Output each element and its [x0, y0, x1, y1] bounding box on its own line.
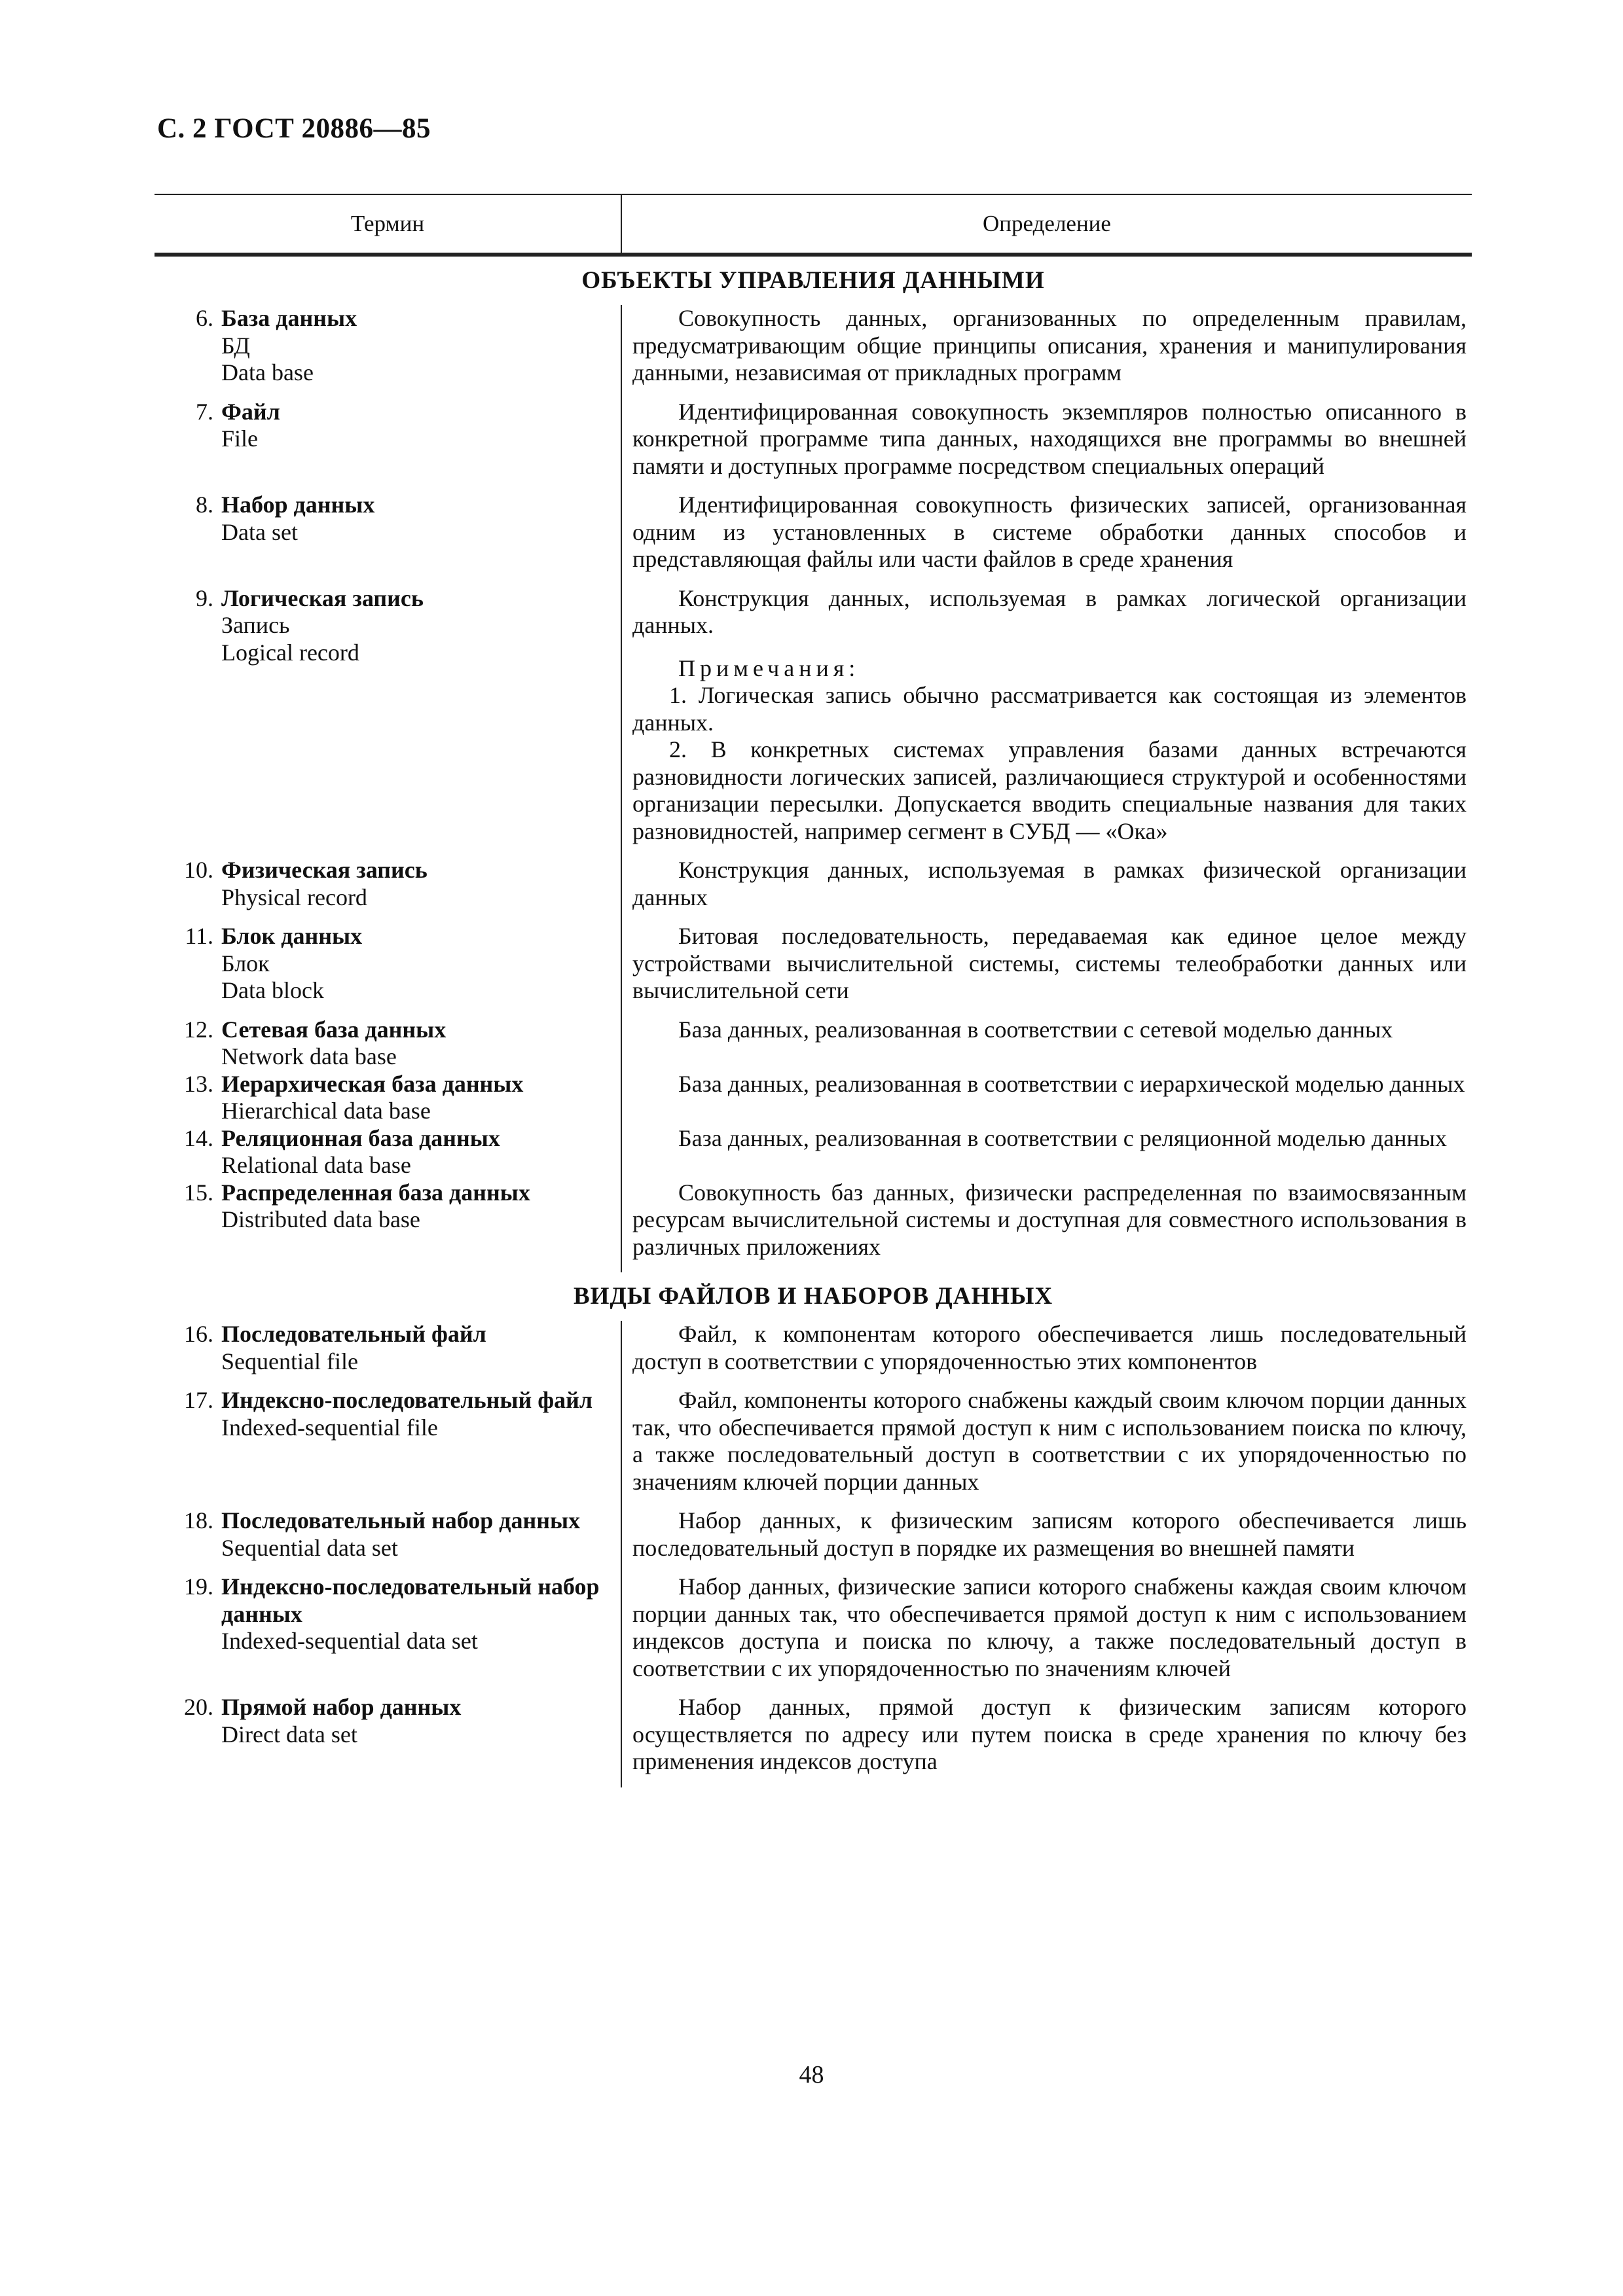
definition-cell — [621, 399, 1472, 492]
definition-cell — [621, 923, 1472, 1016]
term-synonym: Блок — [221, 950, 270, 977]
term-cell — [155, 1071, 621, 1125]
term-name: Распределенная база данных — [221, 1179, 530, 1206]
table-row — [155, 399, 1472, 492]
term-name: Индексно-последовательный набор данных — [221, 1573, 600, 1627]
table-row — [155, 857, 1472, 923]
term-synonym: Запись — [221, 612, 290, 638]
definition-cell — [621, 1321, 1472, 1387]
term-number: 20. — [184, 1694, 213, 1720]
term-cell — [155, 1507, 621, 1573]
table-row — [155, 585, 1472, 857]
column-header-term: Термин — [155, 195, 622, 253]
definition-text: База данных, реализованная в соответствии с реляционной моделью данных — [678, 1124, 1447, 1151]
definition-cell — [621, 492, 1472, 585]
definition-text: Конструкция данных, используемая в рамках физической организации данных — [632, 857, 1467, 910]
definition-text: Идентифицированная совокупность экземпляров полностью описанного в конкретной программе типа данных, находящихся вне программы во внешней памяти и доступных программе посредством специальных операций — [632, 398, 1467, 479]
term-cell — [155, 1321, 621, 1387]
term-number: 16. — [184, 1321, 213, 1347]
term-cell — [155, 1387, 621, 1507]
page-header: С. 2 ГОСТ 20886—85 — [157, 113, 431, 144]
term-cell — [155, 1694, 621, 1787]
term-number: 10. — [184, 857, 213, 883]
term-synonym: БД — [221, 332, 250, 359]
term-number: 12. — [184, 1016, 213, 1043]
table-row — [155, 1016, 1472, 1071]
term-synonym: File — [221, 425, 259, 452]
definition-cell — [621, 1507, 1472, 1573]
table-header — [155, 194, 1472, 257]
definition-text: Идентифицированная совокупность физических записей, организованная одним из установленных в системе обработки данных способов и представляющая файлы или части файлов в среде хранения — [632, 492, 1467, 572]
table-row — [155, 1125, 1472, 1179]
note-text: 1. Логическая запись обычно рассматривается как состоящая из элементов данных. — [632, 682, 1467, 736]
term-number: 9. — [196, 584, 213, 611]
definition-cell — [621, 1694, 1472, 1787]
term-number: 19. — [184, 1573, 213, 1600]
table-row — [155, 1387, 1472, 1507]
term-number: 13. — [184, 1070, 213, 1097]
term-synonym: Direct data set — [221, 1721, 357, 1748]
definition-text: Совокупность данных, организованных по определенным правилам, предусматривающим общие принципы описания, хранения и манипулирования данными, независимая от прикладных программ — [632, 305, 1467, 386]
term-cell — [155, 492, 621, 585]
notes-title: Примечания: — [678, 655, 860, 681]
table-row — [155, 492, 1472, 585]
term-synonym: Distributed data base — [221, 1206, 420, 1232]
term-synonym: Logical record — [221, 639, 359, 666]
definition-text: Битовая последовательность, передаваемая как единое целое между устройствами вычислительной системы, системы телеобработки данных или вычислительной сети — [632, 923, 1467, 1003]
term-cell — [155, 1125, 621, 1179]
table-row — [155, 1573, 1472, 1694]
term-synonym: Indexed-sequential file — [221, 1414, 438, 1441]
table-row — [155, 1507, 1472, 1573]
definition-cell — [621, 1573, 1472, 1694]
term-number: 7. — [196, 398, 213, 425]
section-title: ОБЪЕКТЫ УПРАВЛЕНИЯ ДАННЫМИ — [581, 267, 1045, 294]
term-name: Прямой набор данных — [221, 1694, 462, 1720]
term-number: 11. — [185, 923, 213, 949]
term-name: Сетевая база данных — [221, 1016, 447, 1043]
term-cell — [155, 1016, 621, 1071]
term-cell — [155, 923, 621, 1016]
definition-text: Набор данных, к физическим записям которого обеспечивается лишь последовательный доступ в порядке их размещения во внешней памяти — [632, 1507, 1467, 1561]
term-synonym: Indexed-sequential data set — [221, 1628, 478, 1654]
definition-text: Набор данных, физические записи которого снабжены каждая своим ключом порции данных так, что обеспечивается прямой доступ к ним с использованием индексов доступа и поиска по ключу, а также последовательный доступ в соответствии с их упорядоченностью по значениям ключей — [632, 1573, 1467, 1681]
term-synonym: Network data base — [221, 1043, 397, 1069]
term-number: 8. — [196, 492, 213, 518]
term-synonym: Data set — [221, 518, 298, 545]
term-synonym: Data block — [221, 977, 324, 1003]
definition-cell — [621, 857, 1472, 923]
term-synonym: Relational data base — [221, 1152, 411, 1178]
table-row — [155, 1321, 1472, 1387]
term-synonym: Sequential file — [221, 1348, 358, 1374]
term-name: Набор данных — [221, 492, 375, 518]
definition-cell — [621, 1071, 1472, 1125]
term-name: Файл — [221, 398, 280, 425]
term-cell — [155, 585, 621, 857]
table-row — [155, 923, 1472, 1016]
table-body — [155, 257, 1472, 1787]
definition-text: Набор данных, прямой доступ к физическим записям которого осуществляется по адресу или путем поиска в среде хранения по ключу без применения индексов доступа — [632, 1694, 1467, 1774]
definition-text: База данных, реализованная в соответствии с сетевой моделью данных — [678, 1016, 1393, 1043]
definition-text: База данных, реализованная в соответствии с иерархической моделью данных — [678, 1070, 1465, 1097]
term-number: 17. — [184, 1387, 213, 1413]
definition-text: Файл, компоненты которого снабжены каждый своим ключом порции данных так, что обеспечивается прямой доступ к ним с использованием поиска по ключу, а также последовательный доступ в соответствии с их упорядоченностью по значениям ключей порции данных — [632, 1387, 1467, 1495]
table-row — [155, 1179, 1472, 1273]
term-synonym: Hierarchical data base — [221, 1098, 431, 1124]
term-number: 6. — [196, 305, 213, 331]
definition-cell — [621, 1179, 1472, 1273]
term-synonym: Data base — [221, 359, 314, 386]
table-row — [155, 1694, 1472, 1787]
definition-cell — [621, 1016, 1472, 1071]
term-name: Последовательный набор данных — [221, 1507, 581, 1534]
term-name: Индексно-последовательный файл — [221, 1387, 593, 1413]
term-cell — [155, 1179, 621, 1273]
term-name: Блок данных — [221, 923, 363, 949]
page-number: 48 — [799, 2061, 824, 2089]
term-cell — [155, 857, 621, 923]
definition-text: Конструкция данных, используемая в рамках логической организации данных. — [632, 584, 1467, 638]
table-row — [155, 1071, 1472, 1125]
term-number: 18. — [184, 1507, 213, 1534]
term-name: Физическая запись — [221, 857, 428, 883]
section-title: ВИДЫ ФАЙЛОВ И НАБОРОВ ДАННЫХ — [573, 1283, 1053, 1310]
definition-cell — [621, 1387, 1472, 1507]
term-number: 15. — [184, 1179, 213, 1206]
note-text: 2. В конкретных системах управления базами данных встречаются разновидности логических записей, различающиеся структурой и особенностями организации пересылки. Допускается вводить специальные названия для таких разновидностей, например сегмент в СУБД — «Ока» — [632, 736, 1467, 844]
definition-text: Совокупность баз данных, физически распределенная по взаимосвязанным ресурсам вычислительной системы и доступная для совместного использования в различных приложениях — [632, 1179, 1467, 1260]
term-name: База данных — [221, 305, 357, 331]
term-cell — [155, 1573, 621, 1694]
term-name: Реляционная база данных — [221, 1124, 500, 1151]
terms-table — [155, 194, 1472, 1787]
term-name: Логическая запись — [221, 584, 424, 611]
definition-cell — [621, 1125, 1472, 1179]
definition-text: Файл, к компонентам которого обеспечивается лишь последовательный доступ в соответствии с упорядоченностью этих компонентов — [632, 1321, 1467, 1374]
term-synonym: Physical record — [221, 884, 367, 910]
term-cell — [155, 305, 621, 399]
term-name: Последовательный файл — [221, 1321, 486, 1347]
definition-cell — [621, 585, 1472, 857]
definition-cell — [621, 305, 1472, 399]
term-name: Иерархическая база данных — [221, 1070, 524, 1097]
term-number: 14. — [184, 1124, 213, 1151]
term-cell — [155, 399, 621, 492]
term-synonym: Sequential data set — [221, 1534, 398, 1561]
column-header-definition: Определение — [983, 211, 1111, 236]
table-row — [155, 305, 1472, 399]
